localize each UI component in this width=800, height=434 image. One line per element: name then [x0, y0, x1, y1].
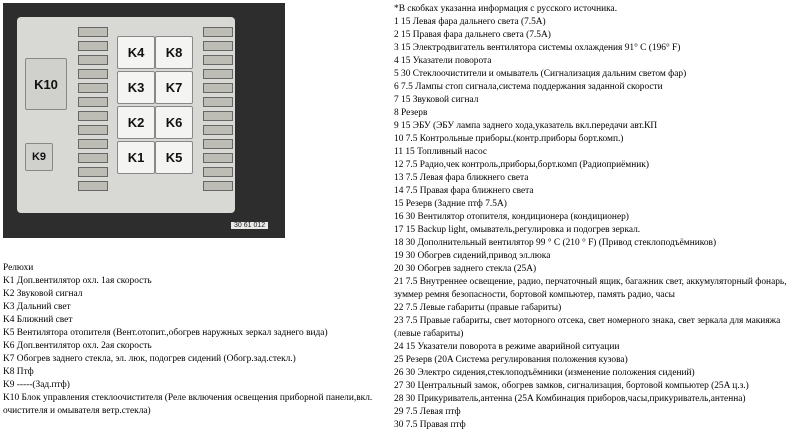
- fuse-item: 14 7.5 Правая фара ближнего света: [394, 186, 534, 196]
- relay-item: K7 Обогрев заднего стекла, эл. люк, подогрев сидений (Обогр.зад.стекл.): [3, 354, 296, 364]
- fuse-list-note: *В скобках указанна информация с русского источника.: [394, 4, 618, 14]
- fuse-item: 4 15 Указатели поворота: [394, 56, 492, 66]
- fuse-item: 13 7.5 Левая фара ближнего света: [394, 173, 529, 183]
- fuse-item: 9 15 ЭБУ (ЭБУ лампа заднего хода,указатель вкл.передачи авт.КП: [394, 121, 658, 131]
- fuse-box-photo: [3, 3, 285, 238]
- fuse-item: 25 Резерв (20A Система регулирования положения кузова): [394, 355, 628, 365]
- relay-item: K8 Птф: [3, 367, 34, 377]
- relay-k7: K7: [155, 71, 193, 104]
- fuse-item: 18 30 Дополнительный вентилятор 99 ° С (210 ° F) (Привод стеклоподъёмников): [394, 238, 717, 248]
- relay-item: K9 -----(Зад.птф): [3, 380, 70, 390]
- fuse-item: 30 7.5 Правая птф: [394, 420, 466, 430]
- fuse-item: 19 30 Обогрев сидений,привод эл.люка: [394, 251, 551, 261]
- relay-k4: K4: [117, 36, 155, 69]
- relay-item: K3 Дальний свет: [3, 302, 71, 312]
- relay-k8: K8: [155, 36, 193, 69]
- fuse-list: [394, 3, 799, 432]
- fuse-item: 17 15 Backup light, омыватель,регулировка и подогрев зеркал.: [394, 225, 641, 235]
- fuse-item: 20 30 Обогрев заднего стекла (25A): [394, 264, 537, 274]
- relay-item: K10 Блок управления стеклоочистителя (Реле включения освещения приборной панели,вкл. очистителя и омывателя ветр.стекла): [3, 393, 373, 416]
- fuse-item: 7 15 Звуковой сигнал: [394, 95, 479, 105]
- relay-k10: K10: [25, 58, 67, 110]
- fuse-item: 28 30 Прикуриватель,антенна (25A Комбинация приборов,часы,прикуриватель,антенна): [394, 394, 746, 404]
- relay-k5: K5: [155, 141, 193, 174]
- relay-item: K5 Вентилятора отопителя (Вент.отопит.,обогрев наружных зеркал заднего вида): [3, 328, 328, 338]
- relay-item: K2 Звуковой сигнал: [3, 289, 83, 299]
- fuse-item: 3 15 Электродвигатель вентилятора системы охлаждения 91° С (196° F): [394, 43, 681, 53]
- relay-item: K4 Ближний свет: [3, 315, 73, 325]
- fuse-item: 8 Резерв: [394, 108, 428, 118]
- fuse-item: 29 7.5 Левая птф: [394, 407, 461, 417]
- fuse-item: 16 30 Вентилятор отопителя, кондиционера (кондиционер): [394, 212, 629, 222]
- fuse-item: 12 7.5 Радио,чек контроль,приборы,борт.комп (Радиоприёмник): [394, 160, 649, 170]
- relay-item: K1 Доп.вентилятор охл. 1ая скорость: [3, 276, 152, 286]
- fuse-item: 15 Резерв (Задние птф 7.5A): [394, 199, 507, 209]
- relay-k1: K1: [117, 141, 155, 174]
- fuse-item: 6 7.5 Лампы стоп сигнала,система поддержания заданной скорости: [394, 82, 663, 92]
- relay-k3: K3: [117, 71, 155, 104]
- photo-caption: 30 61 012: [231, 222, 268, 229]
- relay-k2: K2: [117, 106, 155, 139]
- fuse-column-left: [78, 27, 108, 177]
- fuse-item: 27 30 Центральный замок, обогрев замков, сигнализация, бортовой компьютер (25A ц.з.): [394, 381, 749, 391]
- fuse-item: 26 30 Электро сидения,стеклоподъёмники (изменение положения сидений): [394, 368, 695, 378]
- fuse-item: 2 15 Правая фара дальнего света (7.5A): [394, 30, 551, 40]
- fuse-item: 11 15 Топливный насос: [394, 147, 488, 157]
- relay-list: [3, 262, 391, 418]
- fuse-item: 22 7.5 Левые габариты (правые габариты): [394, 303, 562, 313]
- relay-k6: K6: [155, 106, 193, 139]
- fuse-item: 21 7.5 Внутреннее освещение, радио, перчаточный ящик, багажник свет, аккумуляторный фонарь, зуммер ремня безопасности, бортовой компьютер, память радио, часы: [394, 277, 787, 300]
- fuse-item: 23 7.5 Правые габариты, свет моторного отсека, свет номерного знака, свет зеркала для макияжа (левые габариты): [394, 316, 781, 339]
- fuse-item: 24 15 Указатели поворота в режиме аварийной ситуации: [394, 342, 620, 352]
- relay-k9: K9: [25, 143, 53, 171]
- fuse-column-right: [203, 27, 233, 177]
- relay-item: K6 Доп.вентилятор охл. 2ая скорость: [3, 341, 152, 351]
- fuse-item: 1 15 Левая фара дальнего света (7.5A): [394, 17, 546, 27]
- fuse-item: 5 30 Стеклоочистители и омыватель (Сигнализация дальним светом фар): [394, 69, 687, 79]
- fuse-item: 10 7.5 Контрольные приборы.(контр.приборы борт.комп.): [394, 134, 624, 144]
- relay-list-title: Релюхи: [3, 263, 34, 273]
